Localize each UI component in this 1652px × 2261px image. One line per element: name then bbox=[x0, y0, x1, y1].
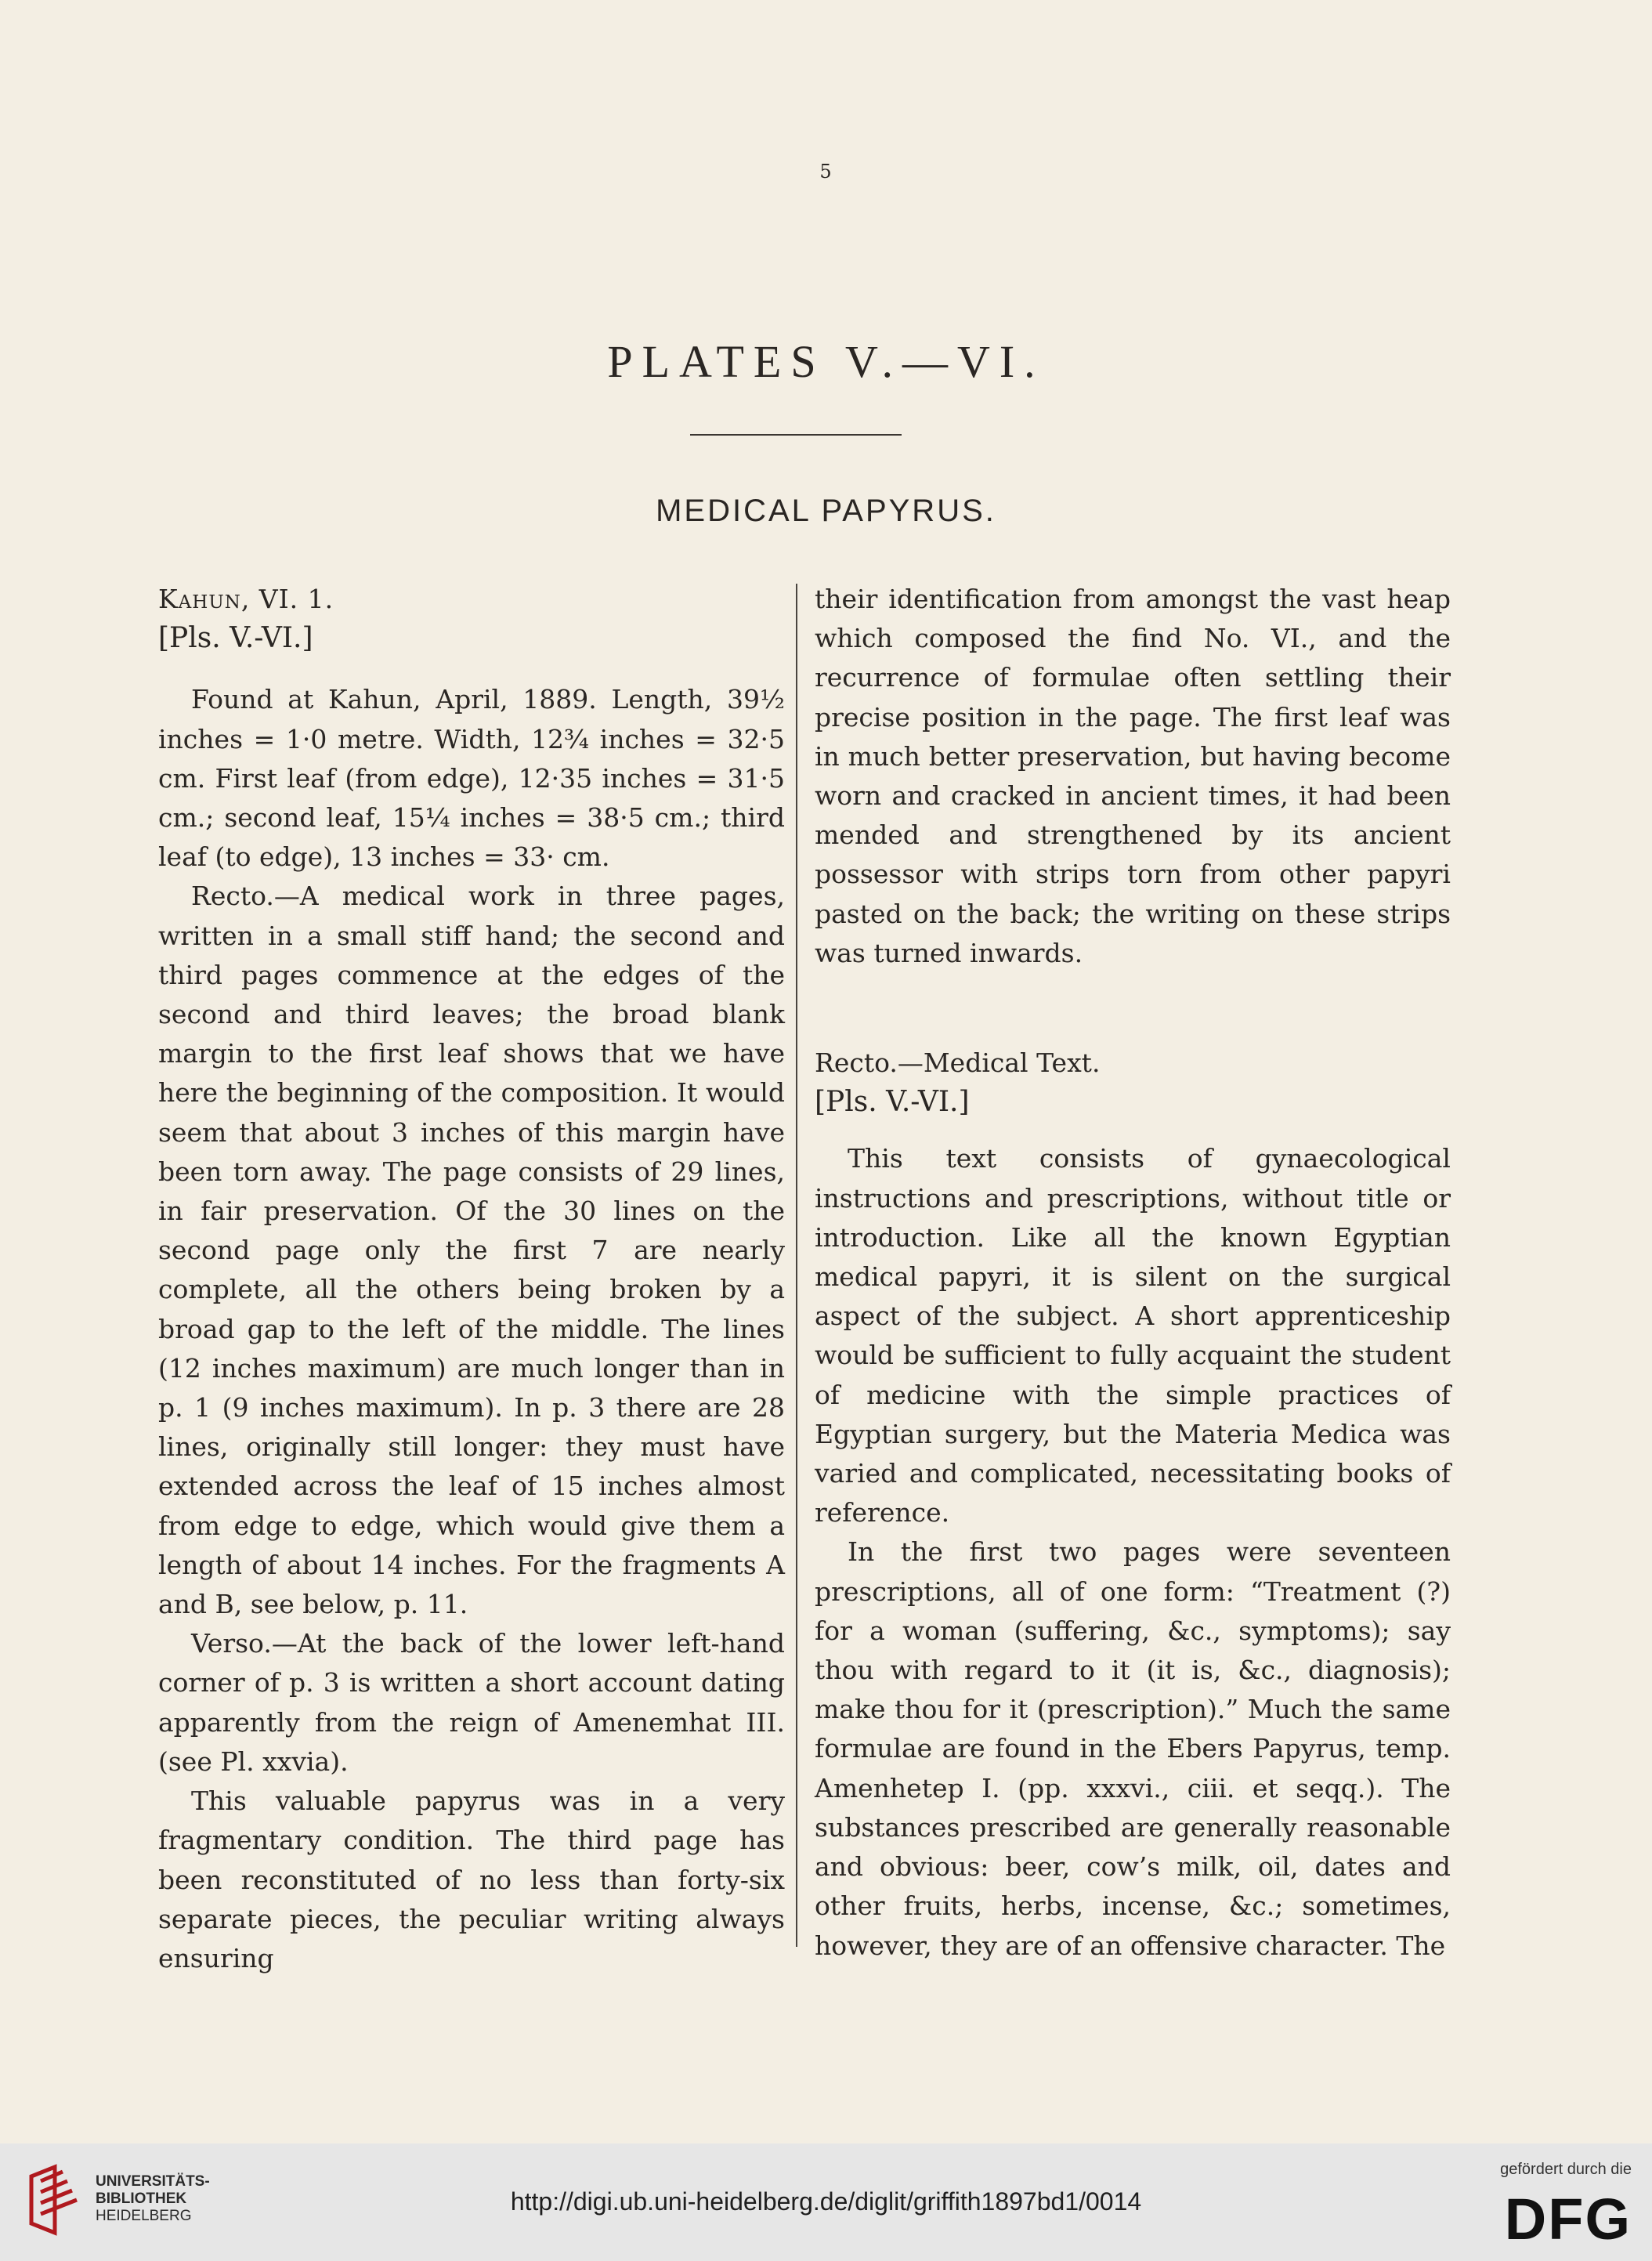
section-title: MEDICAL PAPYRUS. bbox=[656, 494, 996, 528]
right-plates-ref: [Pls. V.-VI.] bbox=[815, 1086, 970, 1119]
right-column bbox=[815, 580, 1451, 1966]
page-number: 5 bbox=[819, 161, 833, 183]
paragraph-verso: Verso.—At the back of the lower left-hand corner of p. 3 is written a short account dating apparently from the reign of Amenemhat III. (see Pl. xxvia). bbox=[158, 1628, 785, 1777]
left-plates-ref: [Pls. V.-VI.] bbox=[158, 622, 313, 655]
dfg-logo: DFG bbox=[1504, 2187, 1632, 2252]
title-rule bbox=[690, 434, 902, 436]
paragraph-text-description: This text consists of gynaecological instructions and prescriptions, without title or introduction. Like all the known Egyptian medical papyri, it is silent on the surgical aspect of the subject. A short apprenticeship would be sufficient to fully acquaint the student of medicine with the simple practices of Egyptian surgery, but the Materia Medica was varied and complicated, necessitating books of reference. bbox=[815, 1143, 1451, 1528]
paragraph-measurements: Found at Kahun, April, 1889. Length, 39½ inches = 1·0 metre. Width, 12¾ inches = 32·5 cm. First leaf (from edge), 12·35 inches = 31·5 cm.; second leaf, 15¼ inches = 38·5 cm.; third leaf (to edge), 13 inches = 33· cm. bbox=[158, 684, 785, 873]
column-divider bbox=[796, 584, 797, 1947]
funded-by-label: gefördert durch die bbox=[1500, 2161, 1632, 2178]
paragraph-continued: their identification from amongst the vast heap which composed the find No. VI., and the recurrence of formulae often settling their precise position in the page. The first leaf was in much better preservation, but having become worn and cracked in ancient times, it had been mended and strengthened by its ancient possessor with strips torn from other papyri pasted on the back; the writing on these strips was turned inwards. bbox=[815, 584, 1451, 968]
paragraph-prescriptions: In the first two pages were seventeen prescriptions, all of one form: “Treatment (?) for a woman (suffering, &c., symptoms); say thou with regard to it (it is, &c., diagnosis); make thou for it (prescription).” Much the same formulae are found in the Ebers Papyrus, temp. Amenhetep I. (pp. xxxvi., ciii. et seqq.). The substances prescribed are generally reasonable and obvious: beer, cow’s milk, oil, dates and other fruits, herbs, incense, &c.; sometimes, however, they are of an offensive character. The bbox=[815, 1536, 1451, 1961]
right-subheading: Recto.—Medical Text. bbox=[815, 1047, 1101, 1079]
plates-title: PLATES V.—VI. bbox=[607, 336, 1045, 387]
paragraph-recto: Recto.—A medical work in three pages, written in a small stiff hand; the second and third pages commence at the edges of the second and third leaves; the broad blank margin to the first leaf shows that we have here the beginning of the composition. It would seem that about 3 inches of this margin have been torn away. The page consists of 29 lines, in fair preservation. Of the 30 lines on the second page only the first 7 are nearly complete, all the others being broken by a broad gap to the left of the middle. The lines (12 inches maximum) are much longer than in p. 1 (9 inches maximum). In p. 3 there are 28 lines, originally still longer: they must have extended across the leaf of 15 inches almost from edge to edge, which would give them a length of about 14 inches. For the fragments A and B, see below, p. 11. bbox=[158, 881, 785, 1620]
viewer-footer bbox=[0, 2143, 1652, 2261]
library-line-3: HEIDELBERG bbox=[96, 2208, 192, 2224]
library-line-1: UNIVERSITÄTS- bbox=[96, 2173, 210, 2190]
left-column bbox=[158, 580, 785, 1978]
library-line-2: BIBLIOTHEK bbox=[96, 2190, 187, 2207]
paragraph-condition: This valuable papyrus was in a very fragmentary condition. The third page has been reconstituted of no less than forty-six separate pieces, the peculiar writing always ensuring bbox=[158, 1785, 785, 1973]
left-heading: Kahun, VI. 1. bbox=[158, 584, 334, 614]
permalink-url[interactable]: http://digi.ub.uni-heidelberg.de/diglit/griffith1897bd1/0014 bbox=[510, 2187, 1142, 2216]
